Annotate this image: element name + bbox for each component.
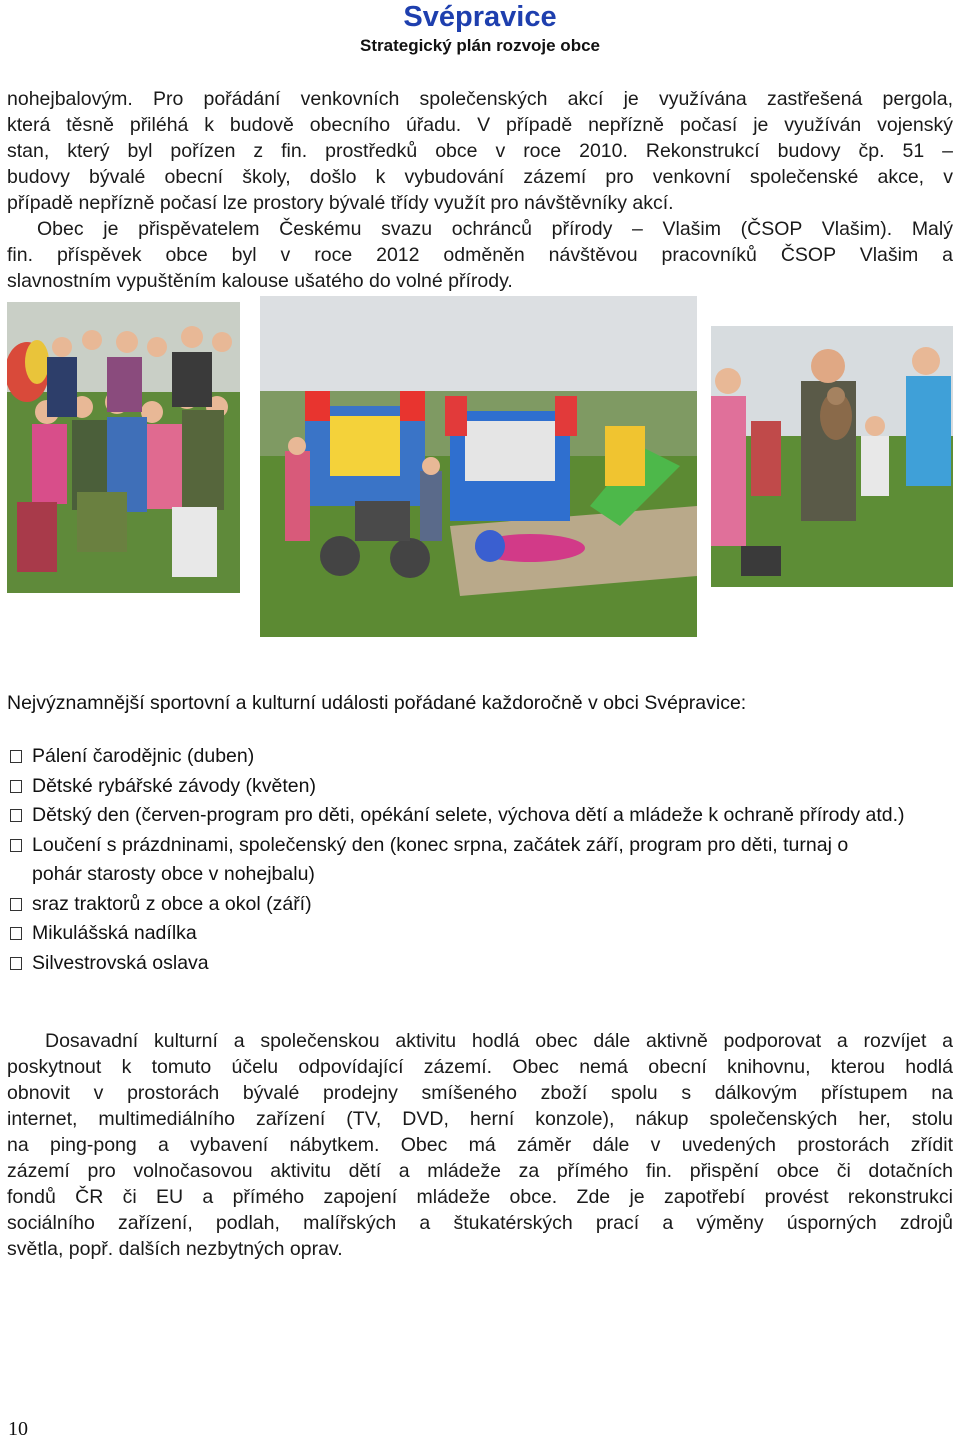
text-line: poskytnout k tomuto účelu odpovídající zázemí. Obec nemá obecní knihovnu, kterou hodlá: [7, 1056, 953, 1078]
bullet-box-icon: [10, 898, 22, 911]
photo-crowd: [7, 302, 240, 593]
event-label: Pálení čarodějnic (duben): [32, 745, 255, 767]
text-line: fin. příspěvek obce byl v roce 2012 odměněn návštěvou pracovníků ČSOP Vlašim a: [7, 244, 953, 266]
event-label: Silvestrovská oslava: [32, 951, 209, 974]
list-item: [7, 742, 953, 772]
closing-paragraph: [7, 1028, 953, 1262]
text-line: která těsně přiléhá k budově obecního úřadu. V případě nepřízně počasí je využíván vojenský: [7, 114, 953, 136]
ecology-paragraph: [7, 216, 953, 294]
document-title: Svépravice: [403, 1, 557, 33]
event-label: Dětské rybářské závody (květen): [32, 774, 316, 797]
event-label: Mikulášská nadílka: [32, 922, 197, 944]
events-list: [7, 742, 953, 978]
list-item: [7, 919, 953, 949]
list-item: [7, 801, 923, 831]
text-line: budovy bývalé obecní školy, došlo k vybudování zázemí pro venkovní společenské akce, v: [7, 166, 953, 188]
list-item: [7, 890, 953, 920]
text-line: stan, který byl pořízen z fin. prostředků obce v roce 2010. Rekonstrukcí budovy čp. 51 –: [7, 140, 953, 162]
page-number: 10: [8, 1418, 28, 1440]
text-line: případě nepřízně počasí lze prostory bývalé třídy využít pro návštěvníky akcí.: [7, 192, 674, 214]
text-line: zázemí pro volnočasovou aktivitu dětí a mládeže za přímého fin. přispění obce či dotačních: [7, 1160, 953, 1182]
text-line: světla, popř. dalších nezbytných oprav.: [7, 1238, 343, 1260]
text-line: fondů ČR či EU a přímého zapojení mládeže obce. Zde je zapotřebí provést rekonstrukci: [7, 1186, 953, 1208]
photo-inflatable: [260, 296, 697, 637]
text-line: obnovit v prostorách bývalé prodejny smíšeného zboží spolu s dálkovým přístupem na: [7, 1082, 953, 1104]
list-item: [7, 831, 903, 890]
bullet-box-icon: [10, 809, 22, 822]
text-line: internet, multimediálního zařízení (TV, DVD, herní konzole), nákup společenských her, stolu: [7, 1108, 953, 1130]
event-label: sraz traktorů z obce a okol (září): [32, 892, 312, 915]
document-subtitle: Strategický plán rozvoje obce: [360, 36, 600, 55]
text-line: Obec je přispěvatelem Českému svazu ochránců přírody – Vlašim (ČSOP Vlašim). Malý: [37, 218, 953, 240]
event-label: Dětský den (červen-program pro děti, opékání selete, výchova dětí a mládeže k ochraně přírody atd.): [32, 804, 905, 826]
bullet-box-icon: [10, 780, 22, 793]
events-lead: Nejvýznamnější sportovní a kulturní události pořádané každoročně v obci Svépravice:: [7, 692, 747, 714]
bullet-box-icon: [10, 927, 22, 940]
intro-paragraph: [7, 86, 953, 216]
text-line: sociálního zařízení, podlah, malířských a štukatérských prací a výměny úsporných zdrojů: [7, 1212, 953, 1234]
text-line: na ping-pong a vybavení nábytkem. Obec má záměr dále v uvedených prostorách zřídit: [7, 1134, 953, 1156]
bullet-box-icon: [10, 750, 22, 763]
bullet-box-icon: [10, 839, 22, 852]
list-item: [7, 772, 953, 802]
text-line: Dosavadní kulturní a společenskou aktivitu hodlá obec dále aktivně podporovat a rozvíjet a: [45, 1030, 953, 1052]
text-line: slavnostním vypuštěním kalouse ušatého do volné přírody.: [7, 270, 513, 292]
photo-owl: [711, 326, 953, 587]
event-label: Loučení s prázdninami, společenský den (konec srpna, začátek září, program pro děti, turnaj o pohár starosty obce v nohejbalu): [32, 833, 849, 885]
list-item: [7, 949, 953, 979]
text-line: nohejbalovým. Pro pořádání venkovních společenských akcí je využívána zastřešená pergola,: [7, 88, 953, 110]
bullet-box-icon: [10, 957, 22, 970]
